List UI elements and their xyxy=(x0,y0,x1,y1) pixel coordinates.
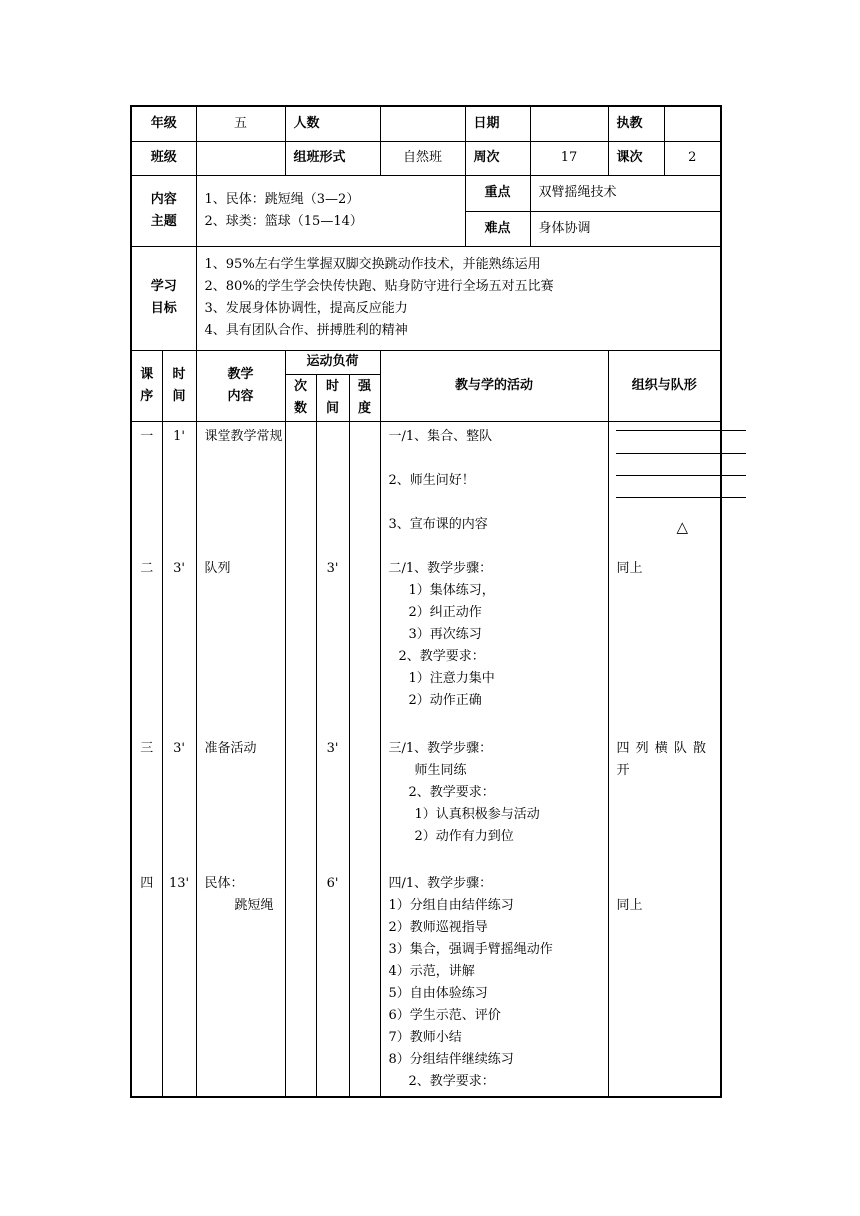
col-activity: 教与学的活动 xyxy=(380,350,608,421)
col-load: 运动负荷 xyxy=(285,350,380,374)
col-seq xyxy=(131,350,162,421)
content-label-1: 内容 xyxy=(150,191,177,207)
section-duration: 3' xyxy=(326,740,339,756)
difficulty-label: 难点 xyxy=(465,211,530,246)
activity-line: 一/1、集合、整队 xyxy=(388,428,493,444)
activity-line: 师生同练 xyxy=(414,762,467,778)
section-seq: 三 xyxy=(140,740,154,756)
col-duration-1: 时 xyxy=(326,378,340,394)
content-item: 2、球类：篮球（15—14） xyxy=(204,213,363,229)
section-organization: 同上 xyxy=(616,560,643,576)
key-label: 重点 xyxy=(465,175,530,211)
section-seq: 一 xyxy=(140,428,154,444)
activity-line: 1）分组自由结伴练习 xyxy=(388,897,514,913)
col-times-2: 数 xyxy=(294,400,308,416)
section-content: 队列 xyxy=(204,560,231,576)
activity-line: 二/1、教学步骤： xyxy=(388,560,493,576)
content-theme-label xyxy=(131,175,196,246)
col-content xyxy=(196,350,285,421)
times-column xyxy=(285,421,316,1097)
activity-block-1 xyxy=(389,426,493,536)
activity-column xyxy=(380,421,608,1097)
grade-value: 五 xyxy=(196,106,285,141)
section-seq: 四 xyxy=(140,875,154,891)
goals-label-2: 目标 xyxy=(150,301,177,316)
goal-item: 3、发展身体协调性，提高反应能力 xyxy=(204,301,408,316)
activity-line: 1）集体练习， xyxy=(408,582,495,598)
activity-line: 1）认真积极参与活动 xyxy=(414,806,540,822)
form-value: 自然班 xyxy=(380,141,465,175)
activity-line: 2、教学要求： xyxy=(408,1073,495,1089)
lesson-label: 课次 xyxy=(608,141,664,175)
activity-line: 2、教学要求： xyxy=(398,648,485,664)
activity-line: 3）集合，强调手臂摇绳动作 xyxy=(388,941,553,957)
section-content: 跳短绳 xyxy=(234,897,274,913)
activity-line: 2、教学要求： xyxy=(408,784,495,800)
col-organization: 组织与队形 xyxy=(608,350,721,421)
week-value: 17 xyxy=(530,141,608,175)
activity-line: 4）示范，讲解 xyxy=(388,963,475,979)
organization-column xyxy=(608,421,721,1097)
col-content-1: 教学 xyxy=(227,366,254,382)
activity-line: 7）教师小结 xyxy=(388,1029,462,1045)
section-organization: 同上 xyxy=(616,897,643,913)
activity-line: 2）教师巡视指导 xyxy=(388,919,488,935)
activity-line: 6）学生示范、评价 xyxy=(388,1007,501,1023)
week-label: 周次 xyxy=(465,141,530,175)
activity-line xyxy=(389,448,493,470)
activity-line: 2）纠正动作 xyxy=(408,604,482,620)
goals-label-1: 学习 xyxy=(150,279,177,294)
section-time: 13' xyxy=(168,875,190,891)
col-seq-1: 课 xyxy=(140,366,154,382)
col-time-2: 间 xyxy=(172,388,186,404)
col-duration xyxy=(316,374,349,421)
content-item: 1、民体：跳短绳（3—2） xyxy=(204,191,360,207)
date-value xyxy=(530,106,608,141)
section-time: 3' xyxy=(173,740,185,756)
lesson-plan-table xyxy=(130,105,722,1098)
activity-line: 2）动作正确 xyxy=(408,692,482,708)
seq-column xyxy=(131,421,162,1097)
section-duration: 6' xyxy=(326,875,339,891)
goals-list xyxy=(196,246,721,350)
content-items xyxy=(196,175,465,246)
activity-line: 三/1、教学步骤： xyxy=(388,740,493,756)
activity-line: 8）分组结伴继续练习 xyxy=(388,1051,514,1067)
activity-line xyxy=(389,492,493,514)
col-intensity xyxy=(349,374,380,421)
col-times xyxy=(285,374,316,421)
col-time-1: 时 xyxy=(172,366,186,382)
goal-item: 2、80%的学生学会快传快跑、贴身防守进行全场五对五比赛 xyxy=(204,279,554,294)
time-column xyxy=(162,421,196,1097)
activity-line: 3、宣布课的内容 xyxy=(388,516,488,532)
key-value: 双臂摇绳技术 xyxy=(530,175,721,211)
section-content: 课堂教学常规 xyxy=(204,428,283,444)
formation-line xyxy=(616,430,746,431)
count-label: 人数 xyxy=(285,106,380,141)
teacher-position-triangle-icon: △ xyxy=(676,517,689,536)
activity-block-3 xyxy=(389,738,540,848)
lesson-value: 2 xyxy=(664,141,721,175)
col-time xyxy=(162,350,196,421)
form-label: 组班形式 xyxy=(285,141,380,175)
col-content-2: 内容 xyxy=(227,388,254,404)
teacher-value xyxy=(664,106,721,141)
teacher-label: 执教 xyxy=(608,106,664,141)
formation-line xyxy=(616,475,746,476)
formation-line xyxy=(616,453,746,454)
goals-label xyxy=(131,246,196,350)
section-time: 3' xyxy=(173,560,185,576)
col-duration-2: 间 xyxy=(326,400,340,416)
content-column xyxy=(196,421,285,1097)
activity-line: 3）再次练习 xyxy=(408,626,482,642)
activity-block-4 xyxy=(389,873,553,1093)
activity-line: 四/1、教学步骤： xyxy=(388,875,493,891)
grade-label: 年级 xyxy=(131,106,196,141)
col-intensity-1: 强 xyxy=(358,378,372,394)
activity-line: 2）动作有力到位 xyxy=(414,828,514,844)
intensity-column xyxy=(349,421,380,1097)
section-content: 民体： xyxy=(204,875,244,891)
count-value xyxy=(380,106,465,141)
content-label-2: 主题 xyxy=(150,213,177,229)
lesson-plan xyxy=(130,105,720,1098)
duration-column xyxy=(316,421,349,1097)
section-seq: 二 xyxy=(140,560,154,576)
class-value xyxy=(196,141,285,175)
formation-line xyxy=(616,497,746,498)
activity-line: 5）自由体验练习 xyxy=(388,985,488,1001)
activity-line: 1）注意力集中 xyxy=(408,670,495,686)
col-intensity-2: 度 xyxy=(358,400,372,416)
col-times-1: 次 xyxy=(294,378,308,394)
goal-item: 1、95%左右学生掌握双脚交换跳动作技术，并能熟练运用 xyxy=(204,257,541,272)
class-label: 班级 xyxy=(131,141,196,175)
section-organization: 四 列 横 队 散 开 xyxy=(616,740,708,778)
section-time: 1' xyxy=(173,428,185,444)
activity-block-2 xyxy=(389,558,495,712)
section-duration: 3' xyxy=(326,560,339,576)
date-label: 日期 xyxy=(465,106,530,141)
goal-item: 4、具有团队合作、拼搏胜利的精神 xyxy=(204,323,408,338)
section-content: 准备活动 xyxy=(204,740,257,756)
activity-line: 2、师生问好！ xyxy=(388,472,475,488)
col-seq-2: 序 xyxy=(140,388,154,404)
difficulty-value: 身体协调 xyxy=(530,211,721,246)
